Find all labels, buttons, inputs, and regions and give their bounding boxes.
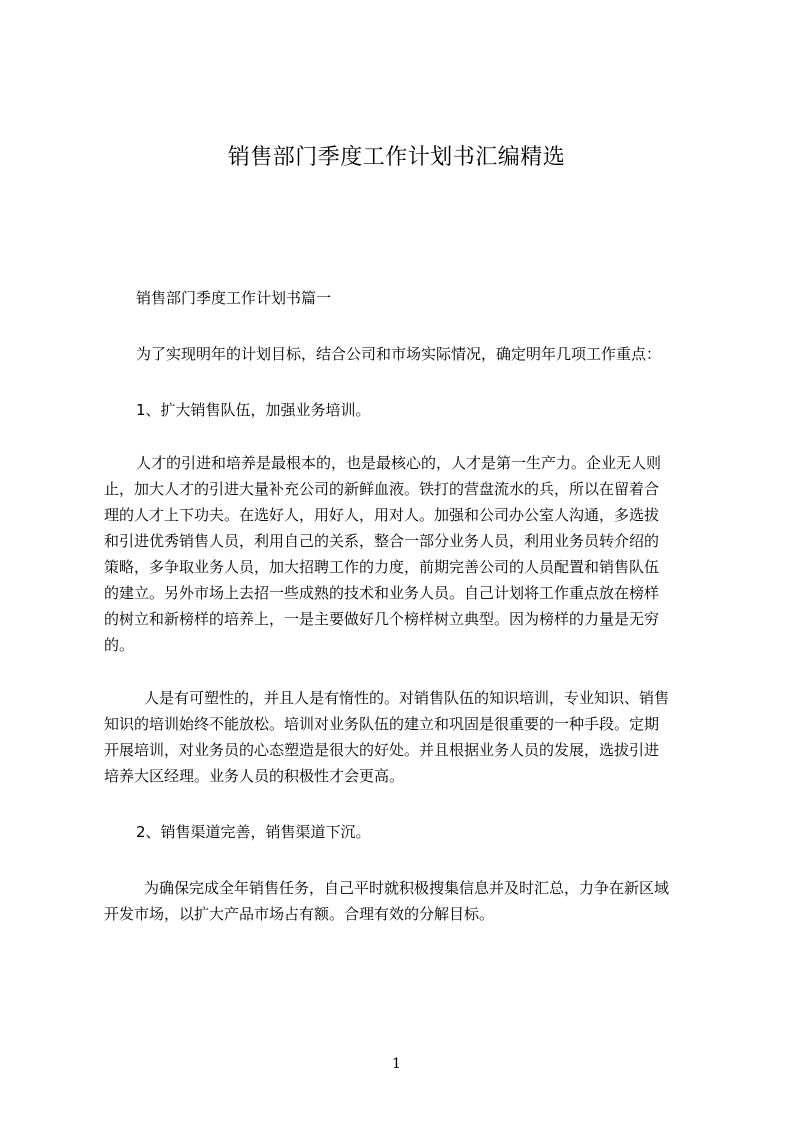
paragraph-line: 理的人才上下功夫。在选好人，用好人，用对人。加强和公司办公室人沟通，多选拔: [104, 506, 660, 524]
page-number: 1: [392, 1056, 401, 1072]
item-heading-1: 1、扩大销售队伍，加强业务培训。: [136, 401, 371, 419]
document-title: 销售部门季度工作计划书汇编精选: [227, 145, 566, 170]
paragraph-line: 的。: [104, 636, 135, 654]
paragraph-line: 止，加大人才的引进大量补充公司的新鲜血液。铁打的营盘流水的兵，所以在留着合: [104, 480, 660, 498]
paragraph-line: 为确保完成全年销售任务，自己平时就积极搜集信息并及时汇总，力争在新区域: [144, 879, 670, 897]
paragraph-line: 人是有可塑性的，并且人是有惰性的。对销售队伍的知识培训，专业知识、销售: [144, 689, 670, 707]
paragraph-line: 开发市场，以扩大产品市场占有额。合理有效的分解目标。: [104, 905, 495, 923]
intro-line: 为了实现明年的计划目标，结合公司和市场实际情况，确定明年几项工作重点：: [136, 345, 662, 363]
paragraph-line: 开展培训，对业务员的心态塑造是很大的好处。并且根据业务人员的发展，选拔引进: [104, 741, 660, 759]
paragraph-line: 和引进优秀销售人员，利用自己的关系，整合一部分业务人员，利用业务员转介绍的: [104, 532, 660, 550]
paragraph-line: 知识的培训始终不能放松。培训对业务队伍的建立和巩固是很重要的一种手段。定期: [104, 715, 660, 733]
paragraph-line: 的建立。另外市场上去招一些成熟的技术和业务人员。自己计划将工作重点放在榜样: [104, 584, 660, 602]
paragraph-line: 的树立和新榜样的培养上，一是主要做好几个榜样树立典型。因为榜样的力量是无穷: [104, 610, 660, 628]
item-heading-2: 2、销售渠道完善，销售渠道下沉。: [136, 823, 371, 841]
paragraph-line: 人才的引进和培养是最根本的，也是最核心的，人才是第一生产力。企业无人则: [136, 454, 662, 472]
paragraph-line: 策略，多争取业务人员，加大招聘工作的力度，前期完善公司的人员配置和销售队伍: [104, 558, 660, 576]
paragraph-line: 培养大区经理。业务人员的积极性才会更高。: [104, 767, 405, 785]
section-heading: 销售部门季度工作计划书篇一: [136, 289, 332, 307]
